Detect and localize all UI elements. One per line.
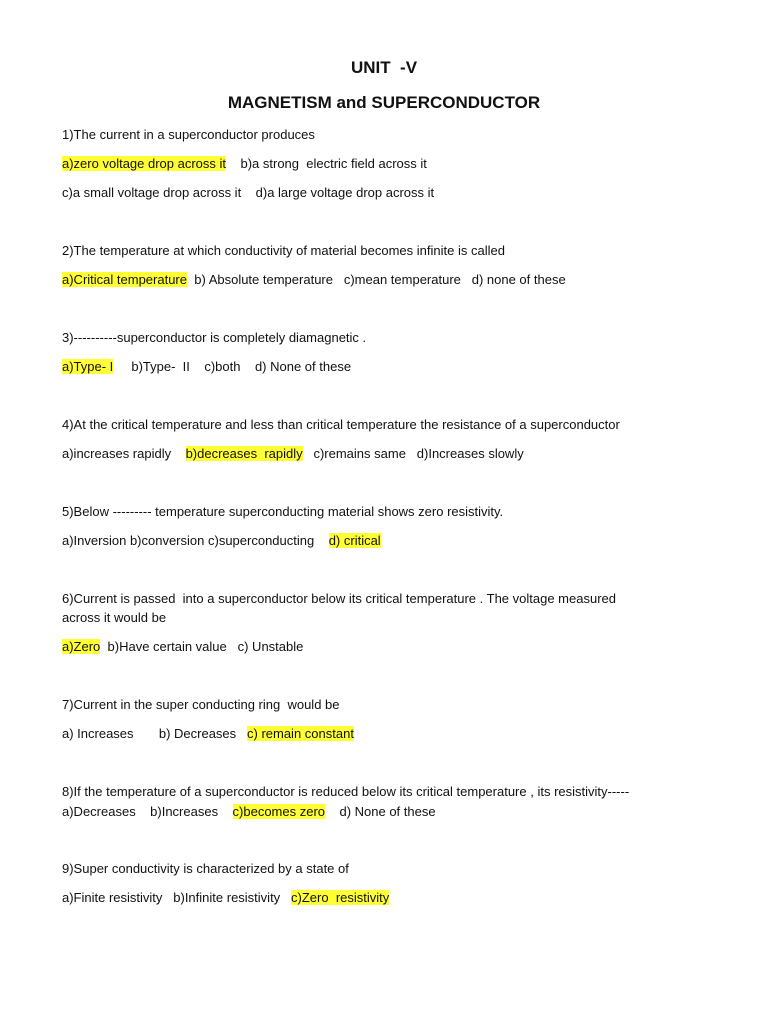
option-3b: b)Type- II	[131, 359, 190, 374]
option-3d: d) None of these	[254, 359, 352, 374]
question-9: 9)Super conductivity is characterized by a state of	[62, 861, 349, 876]
option-1a-answer: a)zero voltage drop across it	[62, 156, 227, 171]
option-8b: b)Increases	[150, 804, 219, 819]
option-1c: c)a small voltage drop across it	[62, 185, 242, 200]
question-3: 3)----------superconductor is completely diamagnetic .	[62, 330, 367, 345]
question-1: 1)The current in a superconductor produces	[62, 127, 315, 142]
options-2	[62, 271, 566, 288]
options-3	[62, 358, 351, 375]
question-5: 5)Below --------- temperature superconducting material shows zero resistivity.	[62, 504, 504, 519]
option-5d-answer: d) critical	[328, 533, 381, 548]
question-2: 2)The temperature at which conductivity of material becomes infinite is called	[62, 243, 505, 258]
option-2d: d) none of these	[471, 272, 566, 287]
option-9a: a)Finite resistivity	[62, 890, 163, 905]
option-6c: c) Unstable	[237, 639, 304, 654]
option-2a-answer: a)Critical temperature	[62, 272, 187, 287]
option-2b: b) Absolute temperature	[194, 272, 333, 287]
option-5c: c)superconducting	[208, 533, 315, 548]
option-7c-answer: c) remain constant	[247, 726, 354, 741]
options-8	[62, 803, 436, 820]
unit-title: UNIT -V	[350, 58, 418, 77]
question-4: 4)At the critical temperature and less than critical temperature the resistance of a superconductor	[62, 417, 620, 432]
option-4c: c)remains same	[313, 446, 406, 461]
options-7	[62, 725, 354, 742]
options-5	[62, 532, 381, 549]
option-1b: b)a strong electric field across it	[240, 156, 427, 171]
option-7b: b) Decreases	[158, 726, 237, 741]
options-1-row-2	[62, 184, 434, 201]
option-4d: d)Increases slowly	[416, 446, 524, 461]
option-1d: d)a large voltage drop across it	[255, 185, 435, 200]
options-9	[62, 889, 389, 906]
options-6	[62, 638, 303, 655]
options-1-row-1	[62, 155, 427, 172]
subject-title: MAGNETISM and SUPERCONDUCTOR	[227, 93, 541, 112]
question-6-line-2: across it would be	[62, 610, 167, 625]
question-8: 8)If the temperature of a superconductor is reduced below its critical temperature , its resistivity-----	[62, 784, 630, 799]
option-7a: a) Increases	[62, 726, 134, 741]
option-5a: a)Inversion	[62, 533, 127, 548]
option-8d: d) None of these	[339, 804, 436, 819]
option-3c: c)both	[204, 359, 241, 374]
option-3a-answer: a)Type- I	[62, 359, 114, 374]
option-6b: b)Have certain value	[107, 639, 227, 654]
option-2c: c)mean temperature	[343, 272, 461, 287]
question-6-line-1: 6)Current is passed into a superconductor below its critical temperature . The voltage measured	[62, 591, 616, 606]
option-9b: b)Infinite resistivity	[173, 890, 281, 905]
question-7: 7)Current in the super conducting ring would be	[62, 697, 340, 712]
option-4a: a)increases rapidly	[62, 446, 172, 461]
option-4b-answer: b)decreases rapidly	[185, 446, 303, 461]
option-9c-answer: c)Zero resistivity	[291, 890, 390, 905]
option-8c-answer: c)becomes zero	[232, 804, 326, 819]
option-5b: b)conversion	[129, 533, 205, 548]
option-8a: a)Decreases	[62, 804, 136, 819]
option-6a-answer: a)Zero	[62, 639, 101, 654]
options-4	[62, 445, 524, 462]
